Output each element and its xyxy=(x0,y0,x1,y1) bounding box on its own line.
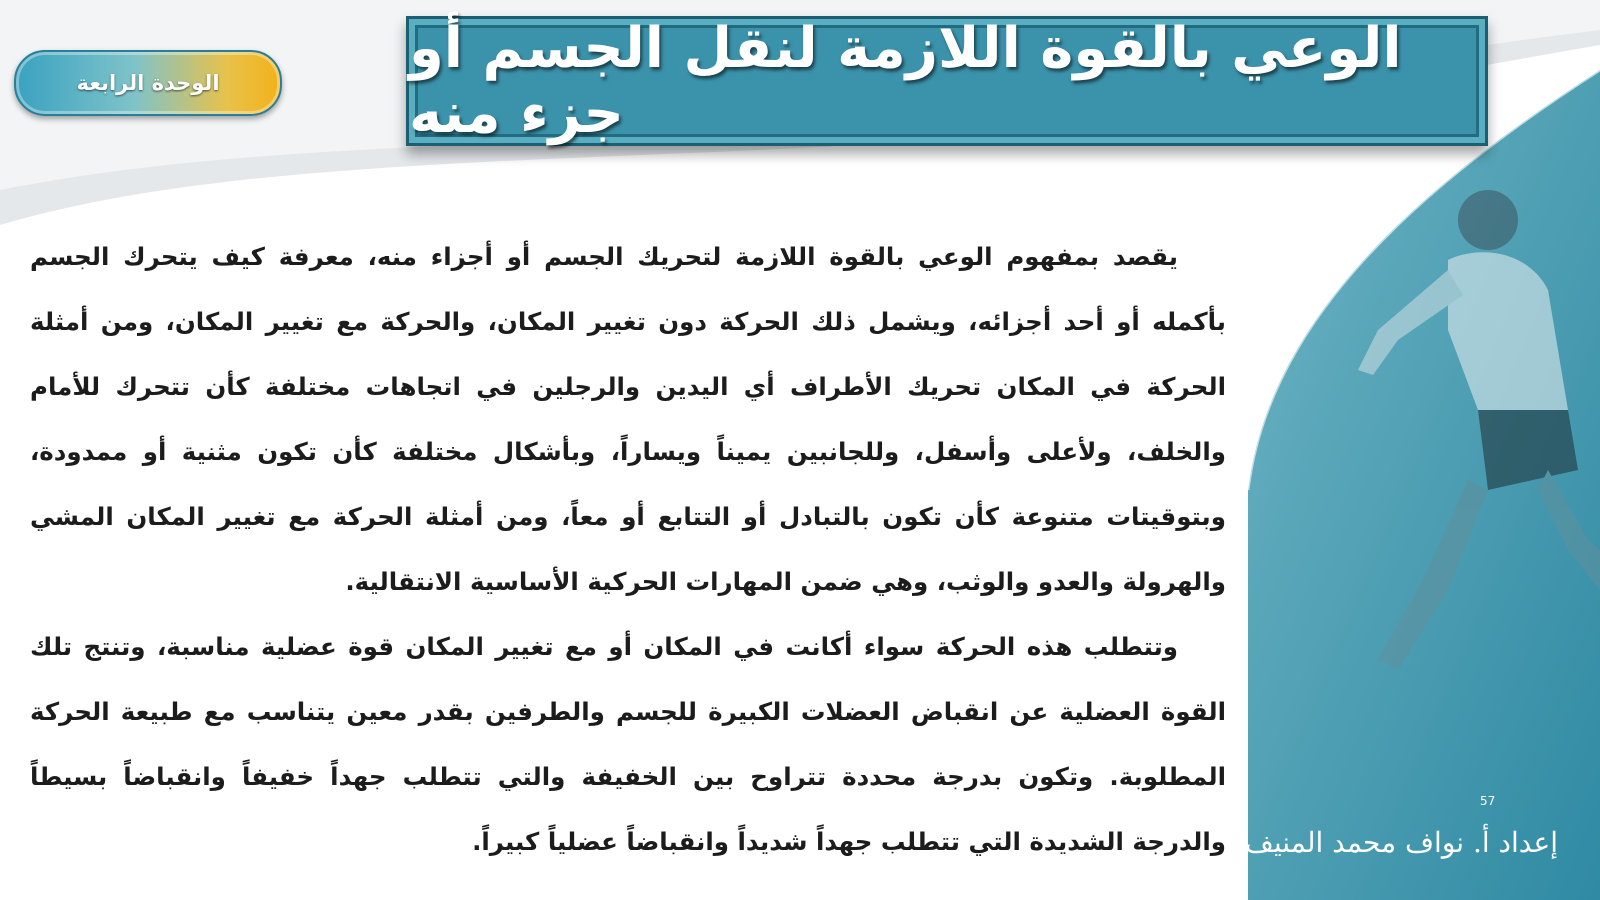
page-title: الوعي بالقوة اللازمة لنقل الجسم أو جزء منه xyxy=(409,16,1402,146)
author-credit: إعداد أ. نواف محمد المنيف xyxy=(1244,826,1558,859)
paragraph-1: يقصد بمفهوم الوعي بالقوة اللازمة لتحريك الجسم أو أجزاء منه، معرفة كيف يتحرك الجسم بأكمله أو أحد أجزائه، ويشمل ذلك الحركة دون تغيير المكان، والحركة مع تغيير المكان، ومن أمثلة الحركة في المكان تحريك الأطراف أي اليدين والرجلين في اتجاهات مختلفة كأن تتحرك للأمام والخلف، ولأعلى وأسفل، وللجانبين يميناً ويساراً، وبأشكال مختلفة كأن تكون مثنية أو ممدودة، وبتوقيتات متنوعة كأن تكون بالتبادل أو التتابع أو معاً، ومن أمثلة الحركة مع تغيير المكان المشي والهرولة والعدو والوثب، وهي ضمن المهارات الحركية الأساسية الانتقالية. xyxy=(30,242,1226,596)
paragraph-2: وتتطلب هذه الحركة سواء أكانت في المكان أو مع تغيير المكان قوة عضلية مناسبة، وتنتج تلك القوة العضلية عن انقباض العضلات الكبيرة للجسم والطرفين بقدر معين يتناسب مع طبيعة الحركة المطلوبة. وتكون بدرجة محددة تتراوح بين الخفيفة والتي تتطلب جهداً خفيفاً وانقباضاً بسيطاً والدرجة الشديدة التي تتطلب جهداً شديداً وانقباضاً عضلياً كبيراً. xyxy=(30,632,1226,856)
unit-badge xyxy=(14,50,282,116)
unit-label: الوحدة الرابعة xyxy=(76,71,220,95)
athlete-image-panel xyxy=(1248,70,1600,900)
page-number: 57 xyxy=(1480,794,1496,808)
main-text xyxy=(30,224,1226,874)
title-banner xyxy=(406,16,1488,146)
